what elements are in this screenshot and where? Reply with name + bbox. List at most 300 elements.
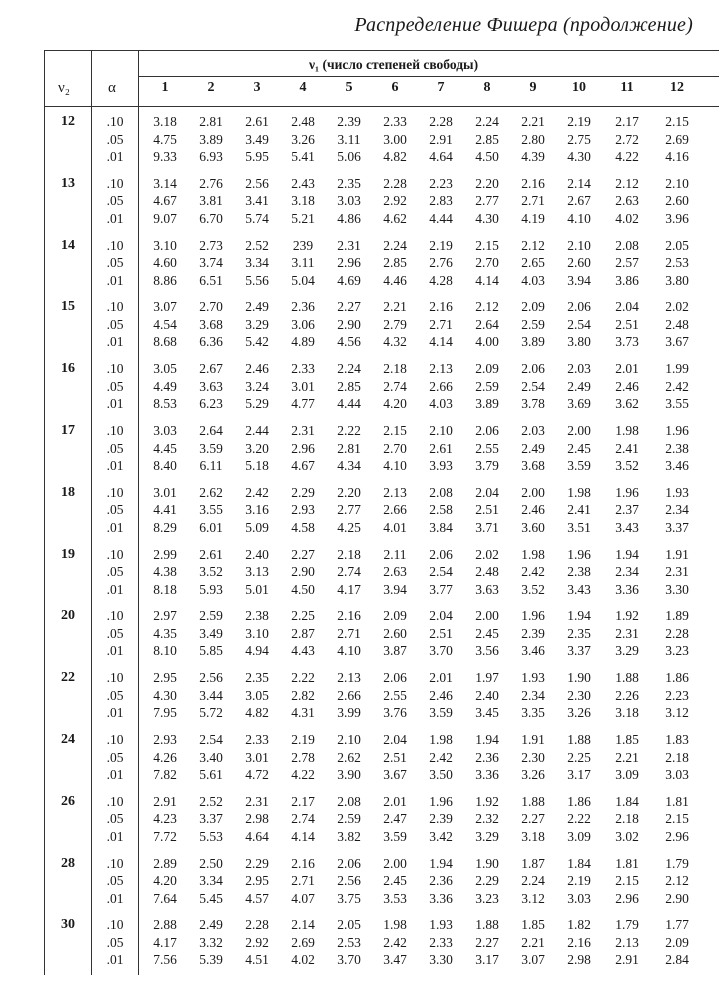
table-cell: 2.24 xyxy=(337,361,361,377)
table-cell: 2.06 xyxy=(429,546,453,562)
table-cell: 3.29 xyxy=(245,316,269,332)
table-cell: 4.89 xyxy=(291,334,315,350)
table-cell: 2.16 xyxy=(567,934,591,950)
table-cell: 2.27 xyxy=(475,934,499,950)
table-cell: 3.37 xyxy=(199,811,223,827)
nu2-value: 28 xyxy=(61,855,75,871)
table-cell: 2.49 xyxy=(245,299,269,315)
table-cell: 2.83 xyxy=(429,193,453,209)
table-cell: 4.22 xyxy=(615,149,639,164)
table-cell: 2.45 xyxy=(567,440,591,456)
table-cell: 2.51 xyxy=(475,502,499,518)
table-cell: 2.04 xyxy=(383,732,407,747)
table-cell: 2.91 xyxy=(429,131,453,147)
table-cell: 2.08 xyxy=(615,237,639,253)
table-cell: 1.77 xyxy=(665,917,689,933)
table-cell: 4.32 xyxy=(383,334,407,350)
table-cell: 2.90 xyxy=(337,316,361,332)
table-cell: 3.03 xyxy=(153,423,177,438)
alpha-value: .01 xyxy=(106,828,124,844)
table-cell: 4.64 xyxy=(245,828,269,844)
table-cell: 2.00 xyxy=(475,608,499,624)
table-cell: 2.56 xyxy=(337,873,361,889)
table-cell: 1.81 xyxy=(665,793,689,809)
table-cell: 3.20 xyxy=(245,440,269,456)
table-cell: 4.43 xyxy=(291,643,315,659)
page-title: Распределение Фишера (продолжение) xyxy=(354,14,693,36)
table-cell: 2.15 xyxy=(475,237,499,253)
table-cell: 2.31 xyxy=(665,564,689,580)
table-cell: 2.26 xyxy=(615,687,639,703)
table-cell: 2.04 xyxy=(475,484,499,500)
table-cell: 8.18 xyxy=(153,581,177,597)
alpha-value: .05 xyxy=(106,193,124,209)
table-cell: 2.33 xyxy=(245,732,269,747)
table-cell: 4.02 xyxy=(615,210,639,226)
table-cell: 2.10 xyxy=(337,732,361,747)
table-cell: 4.34 xyxy=(337,458,361,473)
table-cell: 2.38 xyxy=(567,564,591,580)
table-cell: 5.93 xyxy=(199,581,223,597)
table-cell: 2.96 xyxy=(665,828,689,844)
nu2-header: ν₂ xyxy=(58,80,71,96)
nu2-value: 19 xyxy=(61,546,75,562)
table-cell: 4.50 xyxy=(291,581,315,597)
table-cell: 2.16 xyxy=(521,175,545,191)
table-cell: 2.06 xyxy=(475,423,499,438)
table-cell: 2.10 xyxy=(567,237,591,253)
table-cell: 2.53 xyxy=(337,934,361,950)
table-cell: 2.21 xyxy=(521,114,545,129)
table-cell: 3.89 xyxy=(521,334,545,350)
table-cell: 3.53 xyxy=(383,890,407,906)
table-cell: 3.26 xyxy=(521,767,545,782)
table-cell: 3.62 xyxy=(615,396,639,412)
table-cell: 2.72 xyxy=(615,131,639,147)
table-cell: 1.79 xyxy=(665,855,689,871)
table-cell: 2.33 xyxy=(429,934,453,950)
table-cell: 4.25 xyxy=(337,519,361,535)
table-top-rule xyxy=(44,50,719,51)
table-cell: 2.00 xyxy=(567,423,591,438)
table-cell: 6.01 xyxy=(199,519,223,535)
table-cell: 2.71 xyxy=(429,316,453,332)
table-cell: 4.39 xyxy=(521,149,545,164)
table-cell: 2.19 xyxy=(567,873,591,889)
nu2-value: 18 xyxy=(61,484,75,500)
table-cell: 2.41 xyxy=(615,440,639,456)
table-cell: 4.41 xyxy=(153,502,177,518)
nu2-block-15 xyxy=(44,299,719,353)
table-cell: 1.96 xyxy=(665,423,689,438)
alpha-value: .10 xyxy=(106,855,124,871)
table-cell: 4.20 xyxy=(153,873,177,889)
table-cell: 4.30 xyxy=(153,687,177,703)
table-cell: 4.20 xyxy=(383,396,407,412)
table-cell: 2.33 xyxy=(383,114,407,129)
nu2-value: 30 xyxy=(61,917,75,933)
table-cell: 2.15 xyxy=(665,811,689,827)
table-cell: 2.71 xyxy=(291,873,315,889)
table-cell: 4.28 xyxy=(429,272,453,288)
alpha-value: .10 xyxy=(106,361,124,377)
table-cell: 3.07 xyxy=(153,299,177,315)
table-cell: 2.60 xyxy=(665,193,689,209)
table-cell: 2.24 xyxy=(383,237,407,253)
table-cell: 2.12 xyxy=(521,237,545,253)
table-cell: 4.10 xyxy=(567,210,591,226)
nu2-value: 13 xyxy=(61,175,75,191)
table-cell: 2.22 xyxy=(567,811,591,827)
table-cell: 2.92 xyxy=(245,934,269,950)
table-cell: 2.85 xyxy=(475,131,499,147)
table-cell: 3.03 xyxy=(337,193,361,209)
table-cell: 2.41 xyxy=(567,502,591,518)
table-cell: 2.51 xyxy=(383,749,407,765)
table-cell: 2.28 xyxy=(665,625,689,641)
table-cell: 3.32 xyxy=(199,934,223,950)
table-cell: 2.21 xyxy=(383,299,407,315)
alpha-value: .01 xyxy=(106,705,124,721)
table-cell: 2.04 xyxy=(429,608,453,624)
table-cell: 4.35 xyxy=(153,625,177,641)
table-cell: 5.85 xyxy=(199,643,223,659)
table-cell: 2.59 xyxy=(521,316,545,332)
table-cell: 4.69 xyxy=(337,272,361,288)
table-cell: 2.39 xyxy=(337,114,361,129)
column-header-7: 7 xyxy=(437,80,445,95)
table-cell: 4.44 xyxy=(429,210,453,226)
table-cell: 2.50 xyxy=(199,855,223,871)
table-cell: 2.27 xyxy=(521,811,545,827)
table-cell: 2.01 xyxy=(615,361,639,377)
table-cell: 5.39 xyxy=(199,952,223,968)
table-cell: 3.94 xyxy=(567,272,591,288)
column-header-8: 8 xyxy=(483,80,491,95)
alpha-value: .05 xyxy=(106,255,124,271)
table-cell: 3.42 xyxy=(429,828,453,844)
table-cell: 2.25 xyxy=(291,608,315,624)
table-cell: 2.01 xyxy=(429,670,453,686)
table-cell: 4.14 xyxy=(291,828,315,844)
table-cell: 2.85 xyxy=(337,378,361,394)
table-cell: 3.12 xyxy=(521,890,545,906)
alpha-value: .05 xyxy=(106,934,124,950)
table-cell: 4.46 xyxy=(383,272,407,288)
table-cell: 2.36 xyxy=(429,873,453,889)
table-cell: 2.80 xyxy=(521,131,545,147)
table-cell: 2.25 xyxy=(567,749,591,765)
column-header-12: 12 xyxy=(670,80,684,95)
nu2-block-12 xyxy=(44,114,719,168)
table-cell: 6.70 xyxy=(199,210,223,226)
table-cell: 2.93 xyxy=(291,502,315,518)
table-cell: 2.02 xyxy=(475,546,499,562)
table-cell: 2.82 xyxy=(291,687,315,703)
table-cell: 2.46 xyxy=(245,361,269,377)
alpha-value: .10 xyxy=(106,732,124,747)
header-bottom-rule xyxy=(44,106,719,107)
table-cell: 4.17 xyxy=(153,934,177,950)
table-cell: 6.51 xyxy=(199,272,223,288)
table-cell: 2.96 xyxy=(615,890,639,906)
table-cell: 4.23 xyxy=(153,811,177,827)
table-cell: 5.53 xyxy=(199,828,223,844)
table-cell: 1.90 xyxy=(475,855,499,871)
table-cell: 2.95 xyxy=(153,670,177,686)
table-cell: 3.23 xyxy=(475,890,499,906)
table-cell: 2.51 xyxy=(429,625,453,641)
table-cell: 4.50 xyxy=(475,149,499,164)
table-cell: 4.82 xyxy=(245,705,269,721)
table-cell: 2.61 xyxy=(429,440,453,456)
table-cell: 2.06 xyxy=(521,361,545,377)
table-cell: 2.10 xyxy=(429,423,453,438)
table-cell: 2.49 xyxy=(567,378,591,394)
table-cell: 2.23 xyxy=(429,175,453,191)
nu2-block-19 xyxy=(44,547,719,601)
alpha-value: .10 xyxy=(106,608,124,624)
table-cell: 3.36 xyxy=(429,890,453,906)
table-cell: 1.96 xyxy=(429,793,453,809)
table-cell: 1.82 xyxy=(567,917,591,933)
table-cell: 2.37 xyxy=(615,502,639,518)
table-cell: 3.75 xyxy=(337,890,361,906)
table-cell: 2.22 xyxy=(291,670,315,686)
table-cell: 2.02 xyxy=(665,299,689,315)
table-cell: 2.40 xyxy=(475,687,499,703)
alpha-value: .10 xyxy=(106,423,124,438)
table-cell: 2.92 xyxy=(383,193,407,209)
table-cell: 2.60 xyxy=(383,625,407,641)
table-cell: 2.01 xyxy=(383,793,407,809)
table-cell: 7.82 xyxy=(153,767,177,782)
alpha-value: .01 xyxy=(106,458,124,473)
table-cell: 2.09 xyxy=(475,361,499,377)
table-cell: 3.50 xyxy=(429,767,453,782)
nu1-header: ν₁ (число степеней свободы) xyxy=(309,57,479,72)
table-cell: 4.60 xyxy=(153,255,177,271)
table-cell: 1.86 xyxy=(567,793,591,809)
table-cell: 1.84 xyxy=(567,855,591,871)
table-cell: 3.80 xyxy=(665,272,689,288)
table-cell: 3.67 xyxy=(665,334,689,350)
table-cell: 2.63 xyxy=(383,564,407,580)
table-cell: 1.84 xyxy=(615,793,639,809)
table-cell: 2.10 xyxy=(665,175,689,191)
table-cell: 3.80 xyxy=(567,334,591,350)
nu2-value: 26 xyxy=(61,793,75,809)
table-cell: 4.58 xyxy=(291,519,315,535)
nu2-value: 15 xyxy=(61,299,75,315)
table-cell: 3.52 xyxy=(615,458,639,473)
table-cell: 3.43 xyxy=(615,519,639,535)
table-cell: 2.57 xyxy=(615,255,639,271)
table-cell: 4.56 xyxy=(337,334,361,350)
table-cell: 7.56 xyxy=(153,952,177,968)
table-cell: 2.30 xyxy=(521,749,545,765)
alpha-value: .05 xyxy=(106,131,124,147)
table-cell: 3.55 xyxy=(199,502,223,518)
table-cell: 3.46 xyxy=(665,458,689,473)
table-cell: 3.55 xyxy=(665,396,689,412)
table-cell: 5.72 xyxy=(199,705,223,721)
table-cell: 3.13 xyxy=(245,564,269,580)
table-cell: 2.27 xyxy=(337,299,361,315)
table-cell: 5.95 xyxy=(245,149,269,164)
table-cell: 2.20 xyxy=(337,484,361,500)
table-cell: 4.75 xyxy=(153,131,177,147)
table-cell: 3.06 xyxy=(291,316,315,332)
table-cell: 2.21 xyxy=(615,749,639,765)
table-cell: 2.73 xyxy=(199,237,223,253)
table-cell: 2.39 xyxy=(521,625,545,641)
table-cell: 6.93 xyxy=(199,149,223,164)
alpha-value: .10 xyxy=(106,114,124,129)
table-cell: 2.51 xyxy=(615,316,639,332)
table-cell: 2.38 xyxy=(665,440,689,456)
table-cell: 4.16 xyxy=(665,149,689,164)
table-cell: 2.59 xyxy=(337,811,361,827)
table-cell: 2.67 xyxy=(199,361,223,377)
nu2-block-13 xyxy=(44,176,719,230)
table-cell: 2.46 xyxy=(429,687,453,703)
table-cell: 4.64 xyxy=(429,149,453,164)
table-cell: 2.19 xyxy=(291,732,315,747)
table-cell: 2.28 xyxy=(245,917,269,933)
table-cell: 2.74 xyxy=(337,564,361,580)
table-cell: 3.79 xyxy=(475,458,499,473)
table-cell: 4.67 xyxy=(291,458,315,473)
table-cell: 3.35 xyxy=(521,705,545,721)
table-cell: 3.41 xyxy=(245,193,269,209)
table-cell: 2.31 xyxy=(615,625,639,641)
table-cell: 1.98 xyxy=(383,917,407,933)
table-cell: 2.48 xyxy=(665,316,689,332)
table-cell: 2.55 xyxy=(475,440,499,456)
table-cell: 3.46 xyxy=(521,643,545,659)
table-cell: 2.87 xyxy=(291,625,315,641)
table-cell: 2.31 xyxy=(245,793,269,809)
table-cell: 3.84 xyxy=(429,519,453,535)
table-cell: 2.35 xyxy=(567,625,591,641)
table-cell: 3.52 xyxy=(199,564,223,580)
table-cell: 5.45 xyxy=(199,890,223,906)
nu2-block-30 xyxy=(44,917,719,971)
table-cell: 3.30 xyxy=(665,581,689,597)
table-cell: 1.98 xyxy=(521,546,545,562)
table-cell: 3.40 xyxy=(199,749,223,765)
table-cell: 7.95 xyxy=(153,705,177,721)
table-cell: 3.49 xyxy=(199,625,223,641)
table-cell: 4.45 xyxy=(153,440,177,456)
table-cell: 3.94 xyxy=(383,581,407,597)
alpha-value: .05 xyxy=(106,687,124,703)
alpha-value: .01 xyxy=(106,581,124,597)
table-cell: 2.21 xyxy=(521,934,545,950)
table-cell: 3.29 xyxy=(615,643,639,659)
table-cell: 5.06 xyxy=(337,149,361,164)
table-cell: 1.92 xyxy=(475,793,499,809)
table-cell: 4.67 xyxy=(153,193,177,209)
fisher-table xyxy=(44,50,719,975)
table-cell: 3.09 xyxy=(615,767,639,782)
alpha-header: α xyxy=(108,80,116,96)
table-cell: 4.14 xyxy=(429,334,453,350)
table-cell: 3.68 xyxy=(521,458,545,473)
table-cell: 2.19 xyxy=(429,237,453,253)
table-cell: 1.86 xyxy=(665,670,689,686)
table-cell: 3.36 xyxy=(475,767,499,782)
table-cell: 2.31 xyxy=(291,423,315,438)
table-cell: 8.40 xyxy=(153,458,177,473)
table-cell: 2.24 xyxy=(521,873,545,889)
table-cell: 2.49 xyxy=(521,440,545,456)
table-cell: 2.45 xyxy=(475,625,499,641)
table-cell: 3.23 xyxy=(665,643,689,659)
table-cell: 2.34 xyxy=(665,502,689,518)
table-cell: 5.56 xyxy=(245,272,269,288)
table-cell: 3.52 xyxy=(521,581,545,597)
table-cell: 3.89 xyxy=(475,396,499,412)
table-cell: 2.85 xyxy=(383,255,407,271)
table-cell: 2.55 xyxy=(383,687,407,703)
table-cell: 1.94 xyxy=(429,855,453,871)
table-cell: 2.16 xyxy=(291,855,315,871)
table-cell: 2.42 xyxy=(245,484,269,500)
table-cell: 4.82 xyxy=(383,149,407,164)
table-cell: 2.74 xyxy=(291,811,315,827)
alpha-value: .01 xyxy=(106,890,124,906)
table-cell: 2.36 xyxy=(475,749,499,765)
table-cell: 2.54 xyxy=(429,564,453,580)
table-cell: 2.48 xyxy=(291,114,315,129)
table-cell: 2.76 xyxy=(199,175,223,191)
alpha-value: .01 xyxy=(106,149,124,164)
table-cell: 3.18 xyxy=(153,114,177,129)
table-cell: 2.54 xyxy=(521,378,545,394)
table-cell: 3.26 xyxy=(567,705,591,721)
table-cell: 3.18 xyxy=(521,828,545,844)
table-cell: 2.30 xyxy=(567,687,591,703)
table-cell: 1.96 xyxy=(615,484,639,500)
nu2-value: 22 xyxy=(61,670,75,686)
alpha-value: .10 xyxy=(106,793,124,809)
table-cell: 3.81 xyxy=(199,193,223,209)
table-cell: 2.28 xyxy=(383,175,407,191)
table-cell: 8.10 xyxy=(153,643,177,659)
alpha-value: .05 xyxy=(106,811,124,827)
nu2-block-14 xyxy=(44,238,719,292)
table-cell: 2.11 xyxy=(383,546,407,562)
table-cell: 5.42 xyxy=(245,334,269,350)
table-cell: 2.64 xyxy=(199,423,223,438)
table-cell: 3.01 xyxy=(153,484,177,500)
table-cell: 4.10 xyxy=(337,643,361,659)
table-cell: 3.51 xyxy=(567,519,591,535)
nu2-value: 14 xyxy=(61,237,75,253)
table-cell: 3.69 xyxy=(567,396,591,412)
column-header-5: 5 xyxy=(345,80,353,95)
table-cell: 2.70 xyxy=(383,440,407,456)
table-cell: 3.01 xyxy=(291,378,315,394)
alpha-value: .05 xyxy=(106,625,124,641)
table-cell: 2.17 xyxy=(615,114,639,129)
table-cell: 4.10 xyxy=(383,458,407,473)
table-cell: 3.16 xyxy=(245,502,269,518)
table-cell: 2.98 xyxy=(567,952,591,968)
table-cell: 2.13 xyxy=(615,934,639,950)
